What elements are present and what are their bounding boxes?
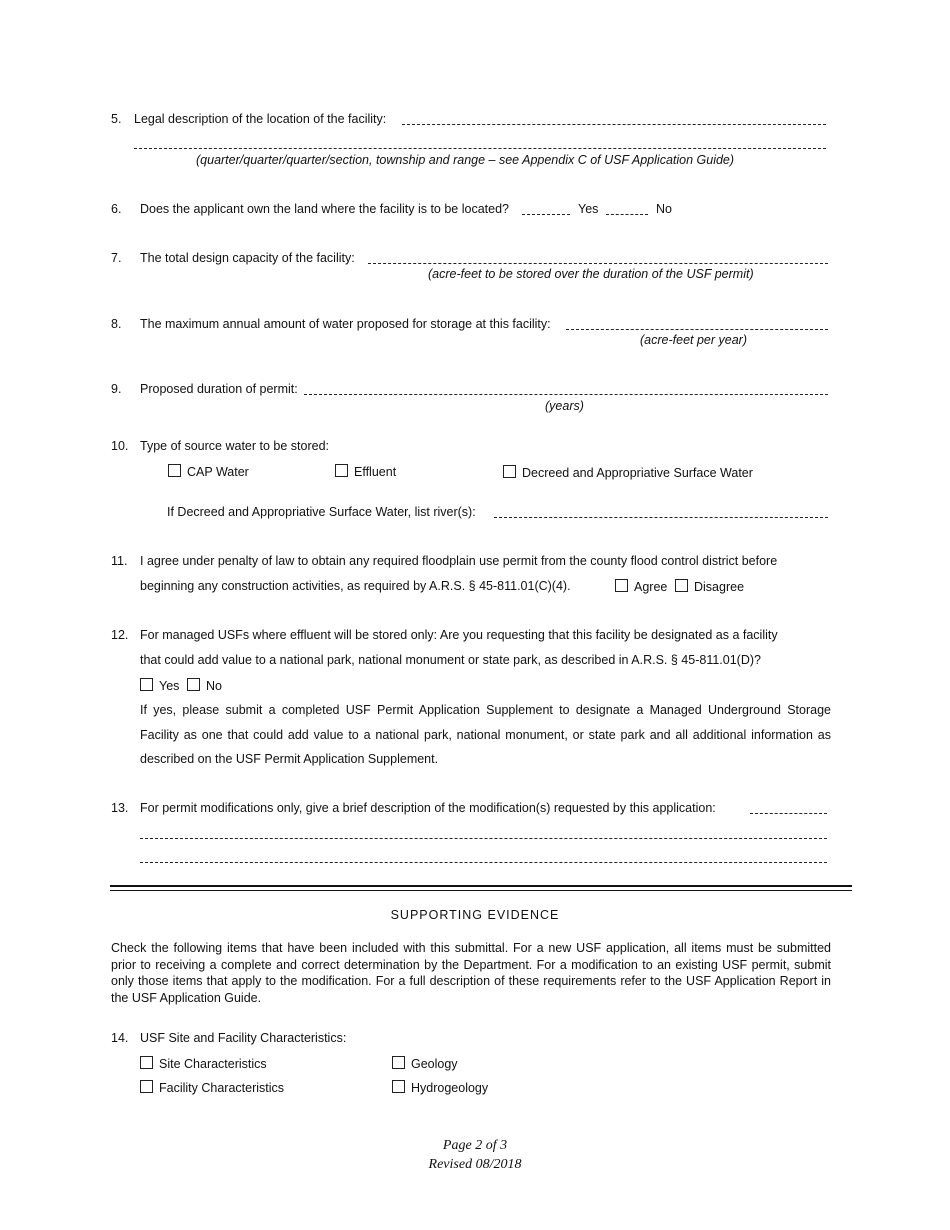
item-9-number: 9.: [111, 382, 122, 396]
geology-option[interactable]: [392, 1056, 458, 1071]
rivers-label: If Decreed and Appropriative Surface Water, list river(s):: [167, 505, 476, 519]
facility-characteristics-option[interactable]: [140, 1080, 284, 1095]
surface-water-checkbox[interactable]: [503, 465, 516, 478]
disagree-checkbox[interactable]: [675, 579, 688, 592]
permit-duration-field[interactable]: [304, 394, 828, 395]
item-6-label: Does the applicant own the land where the facility is to be located?: [140, 202, 509, 216]
revision-date: Revised 08/2018: [428, 1157, 522, 1172]
effluent-checkbox[interactable]: [335, 464, 348, 477]
item-7-label: The total design capacity of the facility:: [140, 251, 355, 265]
own-land-no-field[interactable]: [606, 214, 648, 215]
agree-option[interactable]: [615, 579, 667, 594]
surface-water-label: Decreed and Appropriative Surface Water: [522, 466, 753, 480]
item-5-label: Legal description of the location of the facility:: [134, 112, 387, 126]
cap-water-checkbox[interactable]: [168, 464, 181, 477]
item-5-hint: (quarter/quarter/quarter/section, township and range – see Appendix C of USF Application Guide): [196, 153, 735, 167]
item-7-number: 7.: [111, 251, 122, 265]
hydrogeology-label: Hydrogeology: [411, 1081, 489, 1095]
item-8-hint: (acre-feet per year): [640, 333, 747, 347]
item-12-line2: that could add value to a national park, national monument or state park, as described in A.R.S. § 45-811.01(D)?: [140, 653, 761, 667]
item-9-label: Proposed duration of permit:: [140, 382, 298, 396]
item-10-number: 10.: [111, 439, 129, 453]
item-7-hint: (acre-feet to be stored over the duration of the USF permit): [428, 267, 754, 281]
item-9-hint: (years): [545, 399, 584, 413]
hydrogeology-option[interactable]: [392, 1080, 488, 1095]
legal-description-field-2[interactable]: [134, 148, 826, 149]
modification-field-3[interactable]: [140, 862, 827, 863]
item-14-number: 14.: [111, 1031, 129, 1045]
item-11-number: 11.: [111, 554, 128, 568]
item-12-no-label: No: [206, 679, 222, 693]
disagree-option[interactable]: [675, 579, 744, 594]
cap-water-option[interactable]: [168, 464, 249, 479]
effluent-label: Effluent: [354, 465, 397, 479]
own-land-yes-field[interactable]: [522, 214, 570, 215]
item-8-label: The maximum annual amount of water proposed for storage at this facility:: [140, 317, 551, 331]
supporting-evidence-title: SUPPORTING EVIDENCE: [390, 908, 560, 922]
disagree-label: Disagree: [694, 580, 745, 594]
item-8-number: 8.: [111, 317, 122, 331]
item-11-line2: beginning any construction activities, as required by A.R.S. § 45-811.01(C)(4).: [140, 579, 571, 593]
item-11-line1: I agree under penalty of law to obtain any required floodplain use permit from the county flood control district before: [140, 554, 778, 568]
item-12-no-checkbox[interactable]: [187, 678, 200, 691]
rivers-field[interactable]: [494, 517, 828, 518]
own-land-no-label: No: [656, 202, 672, 216]
item-12-line1: For managed USFs where effluent will be stored only: Are you requesting that this facility be designated as a facility: [140, 628, 778, 642]
facility-characteristics-label: Facility Characteristics: [159, 1081, 285, 1095]
geology-label: Geology: [411, 1057, 458, 1071]
site-characteristics-label: Site Characteristics: [159, 1057, 267, 1071]
hydrogeology-checkbox[interactable]: [392, 1080, 405, 1093]
site-characteristics-checkbox[interactable]: [140, 1056, 153, 1069]
item-5-number: 5.: [111, 112, 122, 126]
item-12-yes-checkbox[interactable]: [140, 678, 153, 691]
item-6-number: 6.: [111, 202, 122, 216]
item-13-number: 13.: [111, 801, 129, 815]
legal-description-field-1[interactable]: [402, 124, 826, 125]
item-12-no-option[interactable]: [187, 678, 222, 693]
item-12-yes-label: Yes: [159, 679, 180, 693]
design-capacity-field[interactable]: [368, 263, 828, 264]
section-divider: [110, 885, 852, 891]
modification-field-1[interactable]: [750, 813, 827, 814]
item-12-note: If yes, please submit a completed USF Permit Application Supplement to designate a Managed Underground Storage Facility as one that could add value to a national park, national monument, or state park and all additional information as described on the USF Permit Application Supplement.: [140, 703, 831, 766]
effluent-option[interactable]: [335, 464, 396, 479]
surface-water-option[interactable]: [503, 465, 753, 480]
annual-amount-field[interactable]: [566, 329, 828, 330]
facility-characteristics-checkbox[interactable]: [140, 1080, 153, 1093]
modification-field-2[interactable]: [140, 838, 827, 839]
geology-checkbox[interactable]: [392, 1056, 405, 1069]
cap-water-label: CAP Water: [187, 465, 249, 479]
page-number: Page 2 of 3: [442, 1138, 508, 1153]
item-12-yes-option[interactable]: [140, 678, 179, 693]
item-10-label: Type of source water to be stored:: [140, 439, 329, 453]
agree-label: Agree: [634, 580, 668, 594]
site-characteristics-option[interactable]: [140, 1056, 267, 1071]
supporting-evidence-intro: Check the following items that have been included with this submittal. For a new USF application, all items must be submitted prior to receiving a complete and correct determination by the Department. For a modification to an existing USF permit, submit only those items that apply to the modification. For a full description of these requirements refer to the USF Application Report in the USF Application Guide.: [111, 941, 831, 1005]
item-14-label: USF Site and Facility Characteristics:: [140, 1031, 347, 1045]
agree-checkbox[interactable]: [615, 579, 628, 592]
item-13-label: For permit modifications only, give a brief description of the modification(s) requested by this application:: [140, 801, 716, 815]
item-12-number: 12.: [111, 628, 129, 642]
own-land-yes-label: Yes: [578, 202, 599, 216]
